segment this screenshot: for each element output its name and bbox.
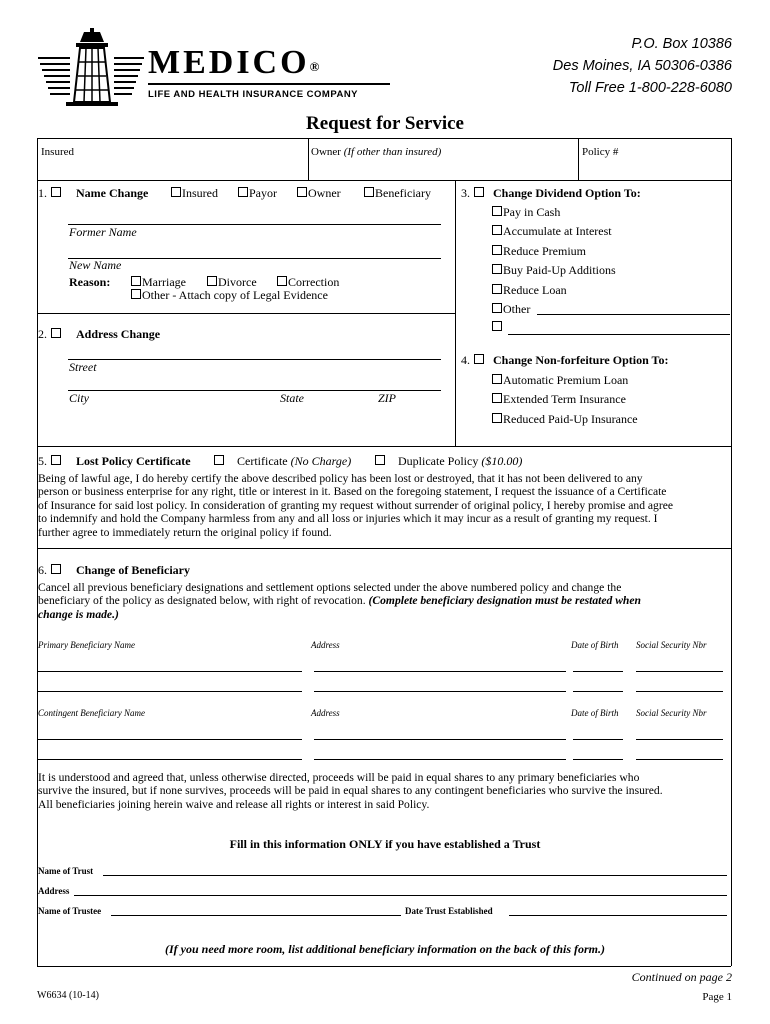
option-label: Pay in Cash bbox=[503, 205, 561, 219]
contingent-name-line[interactable] bbox=[38, 759, 302, 760]
lighthouse-logo-icon bbox=[36, 28, 148, 106]
street-label: Street bbox=[69, 360, 97, 374]
checkbox-icon[interactable] bbox=[364, 187, 374, 197]
nonforfeiture-reduced-paid-up[interactable] bbox=[492, 412, 638, 427]
contingent-ssn-line[interactable] bbox=[636, 759, 723, 760]
section1-title: Name Change bbox=[76, 186, 149, 200]
address-phone: Toll Free 1-800-228-6080 bbox=[568, 80, 732, 96]
statement-emphasis: change is made.) bbox=[38, 607, 119, 621]
primary-dob-label: Date of Birth bbox=[571, 640, 619, 650]
checkbox-icon[interactable] bbox=[492, 321, 502, 331]
dividend-reduce-loan[interactable] bbox=[492, 283, 567, 298]
section5-number: 5. bbox=[38, 454, 47, 468]
section1-checkbox[interactable] bbox=[51, 187, 61, 197]
lost-policy-certificate-option[interactable] bbox=[214, 454, 351, 469]
section6-title: Change of Beneficiary bbox=[76, 563, 190, 577]
contingent-address-label: Address bbox=[311, 708, 340, 718]
section5-header bbox=[38, 454, 191, 469]
option-label: Reduce Loan bbox=[503, 283, 567, 297]
primary-dob-line[interactable] bbox=[573, 671, 623, 672]
checkbox-icon[interactable] bbox=[492, 245, 502, 255]
name-change-option-beneficiary[interactable] bbox=[364, 186, 431, 201]
section4-checkbox[interactable] bbox=[474, 354, 484, 364]
option-label: Correction bbox=[288, 275, 340, 289]
option-label: Accumulate at Interest bbox=[503, 224, 612, 238]
trust-address-label: Address bbox=[38, 886, 70, 896]
zip-label: ZIP bbox=[378, 391, 396, 405]
section2-title: Address Change bbox=[76, 327, 161, 341]
checkbox-icon[interactable] bbox=[131, 289, 141, 299]
dividend-other-line[interactable] bbox=[537, 314, 730, 315]
name-of-trust-line[interactable] bbox=[103, 875, 727, 876]
checkbox-icon[interactable] bbox=[214, 455, 224, 465]
dividend-accumulate[interactable] bbox=[492, 224, 612, 239]
logo-subtitle: LIFE AND HEALTH INSURANCE COMPANY bbox=[148, 89, 359, 100]
dividend-reduce-premium[interactable] bbox=[492, 244, 586, 259]
option-label: Reduce Premium bbox=[503, 244, 586, 258]
statement-line: of Insurance for said lost policy. In consideration of granting my request without surrender of original policy, I hereby promise and agree bbox=[38, 498, 673, 512]
option-label: Other bbox=[503, 302, 531, 316]
more-room-note: (If you need more room, list additional beneficiary information on the back of this form.) bbox=[164, 942, 605, 956]
new-name-label: New Name bbox=[69, 258, 122, 272]
section3-number: 3. bbox=[461, 186, 470, 200]
contingent-dob-label: Date of Birth bbox=[571, 708, 619, 718]
checkbox-icon[interactable] bbox=[375, 455, 385, 465]
reason-label: Reason: bbox=[69, 275, 111, 289]
name-change-option-payor[interactable] bbox=[238, 186, 277, 201]
section6-checkbox[interactable] bbox=[51, 564, 61, 574]
section6-header bbox=[38, 563, 190, 578]
checkbox-icon[interactable] bbox=[277, 276, 287, 286]
new-name-line[interactable] bbox=[68, 258, 441, 259]
logo-wordmark bbox=[148, 46, 322, 80]
contingent-dob-line[interactable] bbox=[573, 759, 623, 760]
agreement-line: All beneficiaries joining herein waive and release all rights or interest in said Policy. bbox=[38, 797, 430, 811]
statement-line: further agree to immediately return the original policy if found. bbox=[38, 525, 332, 539]
checkbox-icon[interactable] bbox=[207, 276, 217, 286]
continued-note: Continued on page 2 bbox=[631, 970, 732, 984]
beneficiary-agreement bbox=[38, 771, 730, 811]
dividend-buy-paid-up[interactable] bbox=[492, 263, 616, 278]
primary-address-label: Address bbox=[311, 640, 340, 650]
option-note: (No Charge) bbox=[290, 454, 352, 468]
section2-header bbox=[38, 327, 160, 342]
beneficiary-statement bbox=[38, 581, 730, 621]
section2-checkbox[interactable] bbox=[51, 328, 61, 338]
contingent-address-line[interactable] bbox=[314, 759, 566, 760]
option-label: Marriage bbox=[142, 275, 186, 289]
owner-note: (If other than insured) bbox=[343, 146, 442, 158]
contingent-dob-line[interactable] bbox=[573, 739, 623, 740]
primary-dob-line[interactable] bbox=[573, 691, 623, 692]
insured-label: Insured bbox=[41, 146, 74, 158]
checkbox-icon[interactable] bbox=[131, 276, 141, 286]
primary-name-line[interactable] bbox=[38, 671, 302, 672]
name-of-trustee-line[interactable] bbox=[111, 915, 401, 916]
lost-policy-duplicate-option[interactable] bbox=[375, 454, 522, 469]
page-number: Page 1 bbox=[702, 991, 732, 1003]
primary-ssn-label: Social Security Nbr bbox=[636, 640, 707, 650]
option-label: Beneficiary bbox=[375, 186, 431, 200]
dividend-blank-option[interactable] bbox=[492, 321, 503, 331]
contingent-address-line[interactable] bbox=[314, 739, 566, 740]
dividend-blank-line[interactable] bbox=[508, 334, 730, 335]
section1-header bbox=[38, 186, 148, 201]
owner-field[interactable] bbox=[310, 160, 575, 178]
primary-ssn-line[interactable] bbox=[636, 671, 723, 672]
checkbox-icon[interactable] bbox=[492, 284, 502, 294]
form-title: Request for Service bbox=[306, 113, 464, 134]
checkbox-icon[interactable] bbox=[492, 393, 502, 403]
option-label: Payor bbox=[249, 186, 277, 200]
option-label: Buy Paid-Up Additions bbox=[503, 263, 616, 277]
section4-title: Change Non-forfeiture Option To: bbox=[493, 353, 669, 367]
primary-ssn-line[interactable] bbox=[636, 691, 723, 692]
section3-header bbox=[461, 186, 641, 201]
statement-line: to indemnify and hold the Company harmless from any and all loss or injuries which it may incur as a result of granting my request. I bbox=[38, 512, 658, 526]
agreement-line: survive the insured, but if none survives, proceeds will be paid in equal shares to any contingent beneficiaries who survive the insured. bbox=[38, 784, 663, 798]
owner-label-text: Owner bbox=[311, 146, 341, 158]
option-label: Duplicate Policy bbox=[398, 454, 479, 468]
primary-name-line[interactable] bbox=[38, 691, 302, 692]
lost-policy-statement bbox=[38, 472, 730, 539]
option-label: Insured bbox=[182, 186, 218, 200]
insured-field[interactable] bbox=[40, 160, 305, 178]
trust-heading: Fill in this information ONLY if you have established a Trust bbox=[229, 837, 541, 851]
statement-line: Cancel all previous beneficiary designations and settlement options selected under the above numbered policy and change the bbox=[38, 581, 622, 594]
nonforfeiture-extended-term[interactable] bbox=[492, 392, 626, 407]
statement-line: Being of lawful age, I do hereby certify the above described policy has been lost or destroyed, that it has not been delivered to any bbox=[38, 472, 643, 485]
checkbox-icon[interactable] bbox=[492, 413, 502, 423]
checkbox-icon[interactable] bbox=[492, 225, 502, 235]
section3-checkbox[interactable] bbox=[474, 187, 484, 197]
option-note: ($10.00) bbox=[481, 454, 523, 468]
reason-other[interactable] bbox=[131, 288, 328, 303]
checkbox-icon[interactable] bbox=[492, 264, 502, 274]
dividend-other[interactable] bbox=[492, 302, 530, 317]
dividend-pay-in-cash[interactable] bbox=[492, 205, 560, 220]
section1-number: 1. bbox=[38, 186, 47, 200]
owner-label bbox=[311, 146, 441, 158]
logo-name: MEDICO bbox=[148, 44, 310, 81]
contingent-name-line[interactable] bbox=[38, 739, 302, 740]
option-label: Divorce bbox=[218, 275, 257, 289]
name-change-option-insured[interactable] bbox=[171, 186, 218, 201]
city-label: City bbox=[69, 391, 89, 405]
address-city: Des Moines, IA 50306-0386 bbox=[552, 58, 732, 74]
section5-checkbox[interactable] bbox=[51, 455, 61, 465]
form-code: W6634 (10-14) bbox=[37, 990, 99, 1001]
trust-address-line[interactable] bbox=[74, 895, 727, 896]
name-of-trustee-label: Name of Trustee bbox=[38, 906, 102, 916]
statement-line: person or business enterprise for any right, title or interest in it. Based on the foregoing statement, I request the issuance of a Certificate bbox=[38, 485, 667, 499]
checkbox-icon[interactable] bbox=[492, 206, 502, 216]
contingent-ssn-line[interactable] bbox=[636, 739, 723, 740]
checkbox-icon[interactable] bbox=[171, 187, 181, 197]
policy-number-label: Policy # bbox=[582, 146, 619, 158]
section6-number: 6. bbox=[38, 563, 47, 577]
section4-header bbox=[461, 353, 668, 368]
company-address bbox=[553, 33, 732, 99]
contingent-ssn-label: Social Security Nbr bbox=[636, 708, 707, 718]
date-trust-established-label: Date Trust Established bbox=[405, 906, 493, 916]
policy-number-field[interactable] bbox=[580, 160, 728, 178]
primary-address-line[interactable] bbox=[314, 691, 566, 692]
nonforfeiture-auto-premium-loan[interactable] bbox=[492, 373, 628, 388]
primary-address-line[interactable] bbox=[314, 671, 566, 672]
state-label: State bbox=[280, 391, 304, 405]
section2-number: 2. bbox=[38, 327, 47, 341]
option-label: Extended Term Insurance bbox=[503, 392, 626, 406]
contingent-beneficiary-name-label: Contingent Beneficiary Name bbox=[38, 708, 145, 718]
checkbox-icon[interactable] bbox=[492, 303, 502, 313]
logo-registered-mark: ® bbox=[309, 59, 323, 74]
option-label: Other - Attach copy of Legal Evidence bbox=[142, 288, 328, 302]
section4-number: 4. bbox=[461, 353, 470, 367]
statement-emphasis: (Complete beneficiary designation must be restated when bbox=[368, 594, 641, 608]
checkbox-icon[interactable] bbox=[492, 374, 502, 384]
name-of-trust-label: Name of Trust bbox=[38, 866, 94, 876]
option-label: Certificate bbox=[237, 454, 288, 468]
checkbox-icon[interactable] bbox=[297, 187, 307, 197]
statement-line: beneficiary of the policy as designated below, with right of revocation. bbox=[38, 594, 369, 608]
street-line[interactable] bbox=[68, 359, 441, 360]
checkbox-icon[interactable] bbox=[238, 187, 248, 197]
date-trust-established-line[interactable] bbox=[509, 915, 727, 916]
section3-title: Change Dividend Option To: bbox=[493, 186, 641, 200]
section5-title: Lost Policy Certificate bbox=[76, 454, 191, 468]
address-po-box: P.O. Box 10386 bbox=[631, 36, 732, 52]
former-name-label: Former Name bbox=[69, 225, 137, 239]
option-label: Owner bbox=[308, 186, 341, 200]
name-change-option-owner[interactable] bbox=[297, 186, 341, 201]
option-label: Reduced Paid-Up Insurance bbox=[503, 412, 638, 426]
primary-beneficiary-name-label: Primary Beneficiary Name bbox=[38, 640, 135, 650]
agreement-line: It is understood and agreed that, unless otherwise directed, proceeds will be paid in equal shares to any primary beneficiaries who bbox=[38, 771, 640, 784]
option-label: Automatic Premium Loan bbox=[503, 373, 629, 387]
